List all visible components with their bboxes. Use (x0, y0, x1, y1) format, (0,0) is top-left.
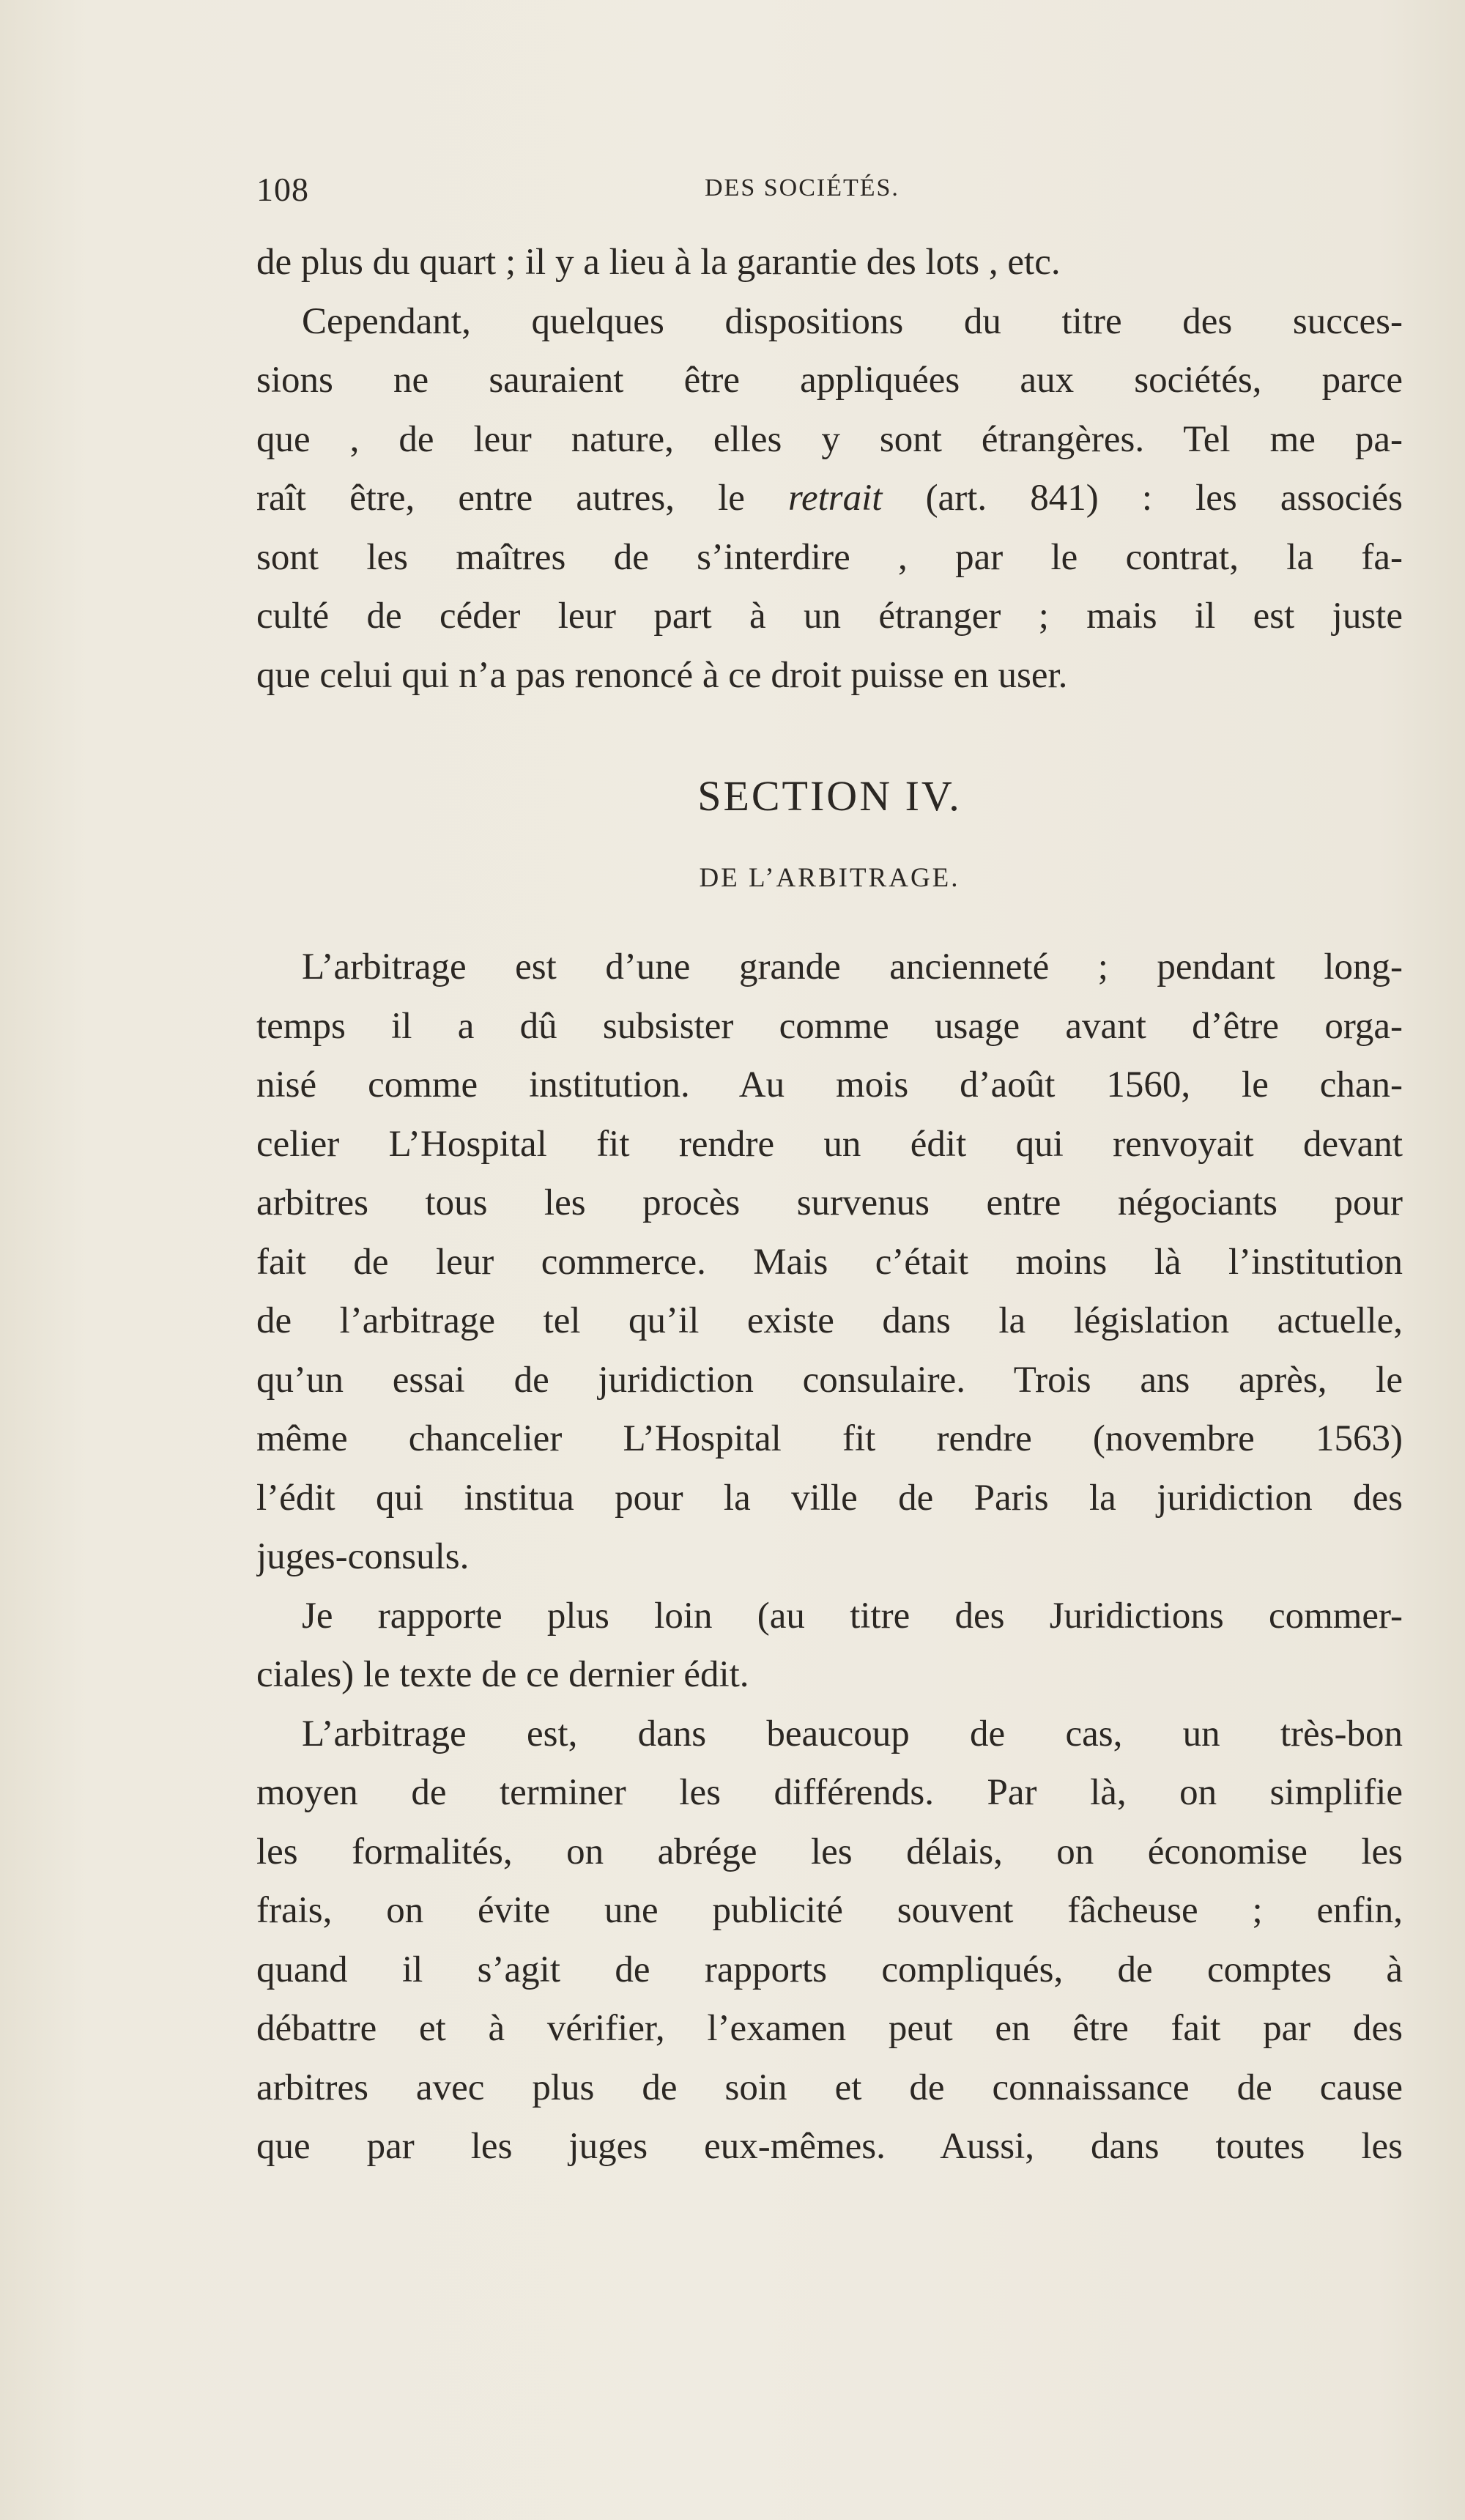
text-line: que , de leur nature, elles y sont étrangères. Tel me pa- (256, 418, 1403, 460)
text-line: sions ne sauraient être appliquées aux sociétés, parce (256, 360, 1403, 401)
text-line: arbitres tous les procès survenus entre négociants pour (256, 1182, 1403, 1223)
page-number: 108 (256, 171, 309, 208)
text-line: temps il a dû subsister comme usage avant d’être orga- (256, 1005, 1403, 1047)
text-line: que par les juges eux-mêmes. Aussi, dans toutes les (256, 2126, 1403, 2167)
text-line: frais, on évite une publicité souvent fâcheuse ; enfin, (256, 1890, 1403, 1931)
text-line: sont les maîtres de s’interdire , par le contrat, la fa- (256, 536, 1403, 578)
text-line: arbitres avec plus de soin et de connaissance de cause (256, 2067, 1403, 2108)
text-line: même chancelier L’Hospital fit rendre (novembre 1563) (256, 1418, 1403, 1459)
text-line: L’arbitrage est d’une grande ancienneté ; pendant long- (302, 946, 1403, 987)
text-line: l’édit qui institua pour la ville de Paris la juridiction des (256, 1477, 1403, 1519)
text-line: celier L’Hospital fit rendre un édit qui renvoyait devant (256, 1123, 1403, 1165)
section-title: SECTION IV. (697, 772, 962, 820)
text-line: nisé comme institution. Au mois d’août 1560, le chan- (256, 1064, 1403, 1105)
body-text-before-section (256, 233, 1403, 705)
text-line: ciales) le texte de ce dernier édit. (256, 1654, 749, 1695)
text-line: les formalités, on abrége les délais, on économise les (256, 1831, 1403, 1872)
text-line-with-italic: raît être, entre autres, le retrait (art. 841) : les associés (256, 478, 1403, 519)
text-line: Cependant, quelques dispositions du titre des succes- (302, 300, 1403, 342)
text-line: juges-consuls. (256, 1536, 470, 1577)
text-line: Je rapporte plus loin (au titre des Juridictions commer- (302, 1595, 1403, 1637)
body-text-after-section (256, 938, 1403, 2176)
text-line: fait de leur commerce. Mais c’était moins là l’institution (256, 1241, 1403, 1283)
section-subtitle: DE L’ARBITRAGE. (699, 863, 960, 893)
page-header (256, 170, 938, 214)
text-line: de plus du quart ; il y a lieu à la garantie des lots , etc. (256, 242, 1061, 283)
text-line: moyen de terminer les différends. Par là, on simplifie (256, 1772, 1403, 1813)
text-line: de l’arbitrage tel qu’il existe dans la législation actuelle, (256, 1300, 1403, 1341)
running-title: DES SOCIÉTÉS. (705, 174, 900, 201)
text-line: quand il s’agit de rapports compliqués, de comptes à (256, 1949, 1403, 1990)
text-line: débattre et à vérifier, l’examen peut en être fait par des (256, 2008, 1403, 2049)
text-line: L’arbitrage est, dans beaucoup de cas, un très-bon (302, 1713, 1403, 1754)
text-line: culté de céder leur part à un étranger ; mais il est juste (256, 596, 1403, 637)
text-line: qu’un essai de juridiction consulaire. Trois ans après, le (256, 1359, 1403, 1401)
text-line: que celui qui n’a pas renoncé à ce droit puisse en user. (256, 654, 1068, 696)
